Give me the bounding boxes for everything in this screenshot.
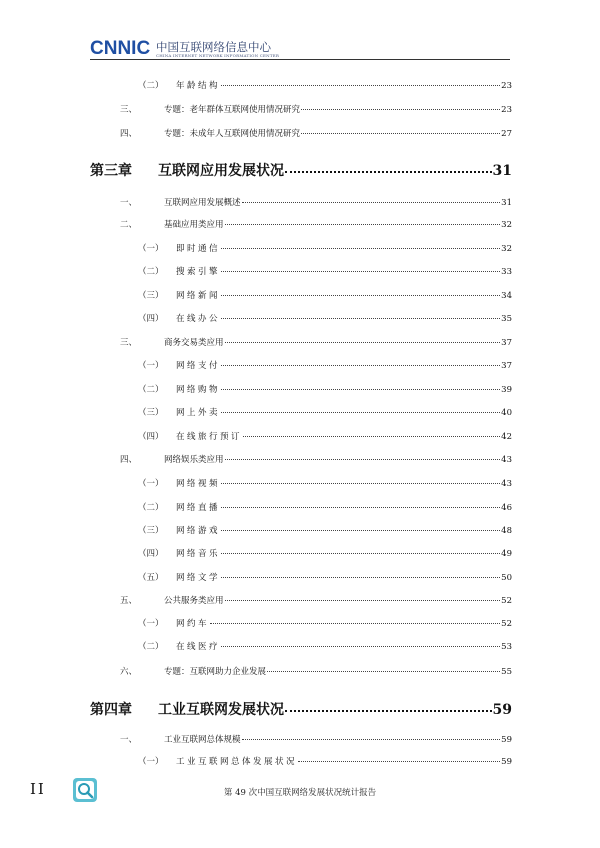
toc-dot-leader [221,553,500,554]
toc-entry-number: （五） [138,573,164,583]
org-name-en: CHINA INTERNET NETWORK INFORMATION CENTER [156,53,280,58]
toc-entry-page: 52 [501,596,512,606]
toc-entry-number: （三） [138,291,164,301]
toc-entry-number: （四） [138,314,164,324]
toc-entry-number: （三） [138,526,164,536]
toc-entry-page: 50 [501,573,512,583]
toc-entry-title: 工业互联网总体规模 [164,735,241,745]
toc-dot-leader [221,295,500,296]
toc-entry-row[interactable] [120,103,512,115]
footer-page-number: II [30,780,46,798]
toc-entry-row[interactable] [120,196,512,208]
toc-entry-number: 一、 [120,735,138,745]
toc-entry-title: 互联网应用发展概述 [164,198,241,208]
toc-entry-page: 43 [501,455,512,465]
toc-entry-page: 32 [501,244,512,254]
toc-dot-leader [225,600,501,601]
toc-entry-page: 59 [501,735,512,745]
toc-entry-page: 46 [501,503,512,513]
toc-dot-leader [221,577,500,578]
toc-dot-leader [221,271,500,272]
toc-dot-leader [210,623,500,624]
toc-dot-leader [285,710,492,712]
toc-entry-number: 第三章 [90,163,132,179]
toc-dot-leader [221,530,500,531]
toc-entry-row[interactable] [138,406,512,418]
toc-entry-number: （一） [138,757,164,767]
toc-entry-row[interactable] [138,617,512,629]
toc-entry-row[interactable] [138,312,512,324]
toc-dot-leader [221,412,500,413]
toc-dot-leader [221,507,500,508]
toc-entry-page: 55 [501,667,512,677]
toc-dot-leader [298,761,500,762]
toc-entry-page: 27 [501,129,512,139]
toc-entry-page: 53 [501,642,512,652]
toc-dot-leader [221,248,500,249]
toc-entry-page: 33 [501,267,512,277]
toc-entry-page: 59 [501,757,512,767]
toc-entry-number: 四、 [120,455,138,465]
toc-entry-row[interactable] [138,383,512,395]
toc-entry-title: 搜索引擎 [176,267,221,277]
toc-dot-leader [225,224,501,225]
toc-dot-leader [242,202,501,203]
toc-entry-number: （一） [138,479,164,489]
toc-entry-page: 52 [501,619,512,629]
toc-entry-title: 网上外卖 [176,408,221,418]
toc-entry-number: 五、 [120,596,138,606]
toc-entry-title: 网络新闻 [176,291,221,301]
toc-entry-row[interactable] [138,640,512,652]
toc-entry-row[interactable] [138,265,512,277]
toc-dot-leader [243,436,500,437]
toc-dot-leader [301,109,500,110]
toc-entry-row[interactable] [138,289,512,301]
toc-entry-title: 网络文学 [176,573,221,583]
org-name: 中国互联网络信息中心 [156,40,271,54]
toc-entry-page: 49 [501,549,512,559]
toc-entry-page: 23 [501,81,512,91]
toc-entry-number: 第四章 [90,702,132,718]
toc-entry-number: （二） [138,642,164,652]
toc-entry-title: 网络购物 [176,385,221,395]
toc-entry-row[interactable] [138,477,512,489]
toc-entry-number: 六、 [120,667,138,677]
toc-dot-leader [221,85,500,86]
toc-entry-row[interactable] [120,594,512,606]
toc-entry-title: 工业互联网总体发展状况 [176,757,298,767]
toc-entry-title: 网络直播 [176,503,221,513]
toc-dot-leader [267,671,500,672]
toc-entry-row[interactable] [120,665,512,677]
toc-dot-leader [221,646,500,647]
toc-entry-number: （二） [138,385,164,395]
toc-entry-number: 四、 [120,129,138,139]
toc-dot-leader [221,365,500,366]
toc-entry-row[interactable] [120,127,512,139]
toc-entry-title: 在线旅行预订 [176,432,243,442]
toc-entry-number: （一） [138,619,164,629]
toc-entry-title: 专题：未成年人互联网使用情况研究 [164,129,301,139]
toc-dot-leader [225,459,501,460]
toc-entry-row[interactable] [120,733,512,745]
toc-entry-title: 基础应用类应用 [164,220,224,230]
toc-entry-number: 三、 [120,338,138,348]
toc-dot-leader [301,133,500,134]
toc-entry-title: 专题：老年群体互联网使用情况研究 [164,105,301,115]
toc-entry-title: 网络娱乐类应用 [164,455,224,465]
toc-entry-title: 公共服务类应用 [164,596,224,606]
toc-entry-row[interactable] [138,755,512,767]
toc-entry-number: 二、 [120,220,138,230]
toc-entry-number: （一） [138,244,164,254]
toc-entry-page: 35 [501,314,512,324]
toc-entry-row[interactable] [138,571,512,583]
toc-entry-number: 三、 [120,105,138,115]
toc-entry-number: （一） [138,361,164,371]
toc-entry-row[interactable] [138,79,512,91]
toc-dot-leader [285,171,492,173]
toc-entry-number: （二） [138,81,164,91]
toc-entry-row[interactable] [138,547,512,559]
toc-entry-number: 一、 [120,198,138,208]
toc-entry-page: 39 [501,385,512,395]
toc-entry-row[interactable] [138,524,512,536]
toc-dot-leader [221,318,500,319]
toc-entry-title: 年龄结构 [176,81,221,91]
toc-entry-title: 网络游戏 [176,526,221,536]
toc-dot-leader [221,389,500,390]
toc-entry-title: 在线办公 [176,314,221,324]
toc-chapter-row[interactable] [90,699,512,719]
toc-entry-page: 32 [501,220,512,230]
toc-entry-page: 31 [492,163,512,179]
toc-entry-title: 网约车 [176,619,210,629]
toc-chapter-row[interactable] [90,160,512,180]
toc-entry-title: 网络支付 [176,361,221,371]
toc-entry-row[interactable] [138,242,512,254]
toc-dot-leader [242,739,501,740]
toc-entry-page: 43 [501,479,512,489]
toc-entry-page: 59 [492,702,512,718]
toc-entry-title: 商务交易类应用 [164,338,224,348]
toc-entry-page: 42 [501,432,512,442]
toc-dot-leader [225,342,501,343]
toc-entry-number: （四） [138,549,164,559]
toc-entry-row[interactable] [138,501,512,513]
toc-entry-number: （二） [138,503,164,513]
toc-entry-row[interactable] [120,336,512,348]
toc-entry-title: 互联网应用发展状况 [158,163,284,179]
toc-entry-page: 23 [501,105,512,115]
toc-entry-page: 48 [501,526,512,536]
toc-entry-number: （三） [138,408,164,418]
cnnic-logo: CNNIC [90,38,151,59]
toc-entry-title: 专题：互联网助力企业发展 [164,667,267,677]
toc-dot-leader [221,483,500,484]
report-title: 第 49 次中国互联网络发展状况统计报告 [223,788,377,798]
toc-entry-title: 网络视频 [176,479,221,489]
toc-entry-title: 在线医疗 [176,642,221,652]
toc-entry-page: 37 [501,338,512,348]
toc-entry-number: （四） [138,432,164,442]
toc-entry-page: 34 [501,291,512,301]
toc-entry-page: 37 [501,361,512,371]
toc-entry-page: 31 [501,198,512,208]
toc-entry-row[interactable] [138,430,512,442]
toc-entry-title: 即时通信 [176,244,221,254]
toc-entry-title: 工业互联网发展状况 [158,702,284,718]
toc-entry-page: 40 [501,408,512,418]
toc-entry-row[interactable] [120,453,512,465]
toc-entry-number: （二） [138,267,164,277]
toc-entry-row[interactable] [120,218,512,230]
toc-entry-title: 网络音乐 [176,549,221,559]
toc-entry-row[interactable] [138,359,512,371]
